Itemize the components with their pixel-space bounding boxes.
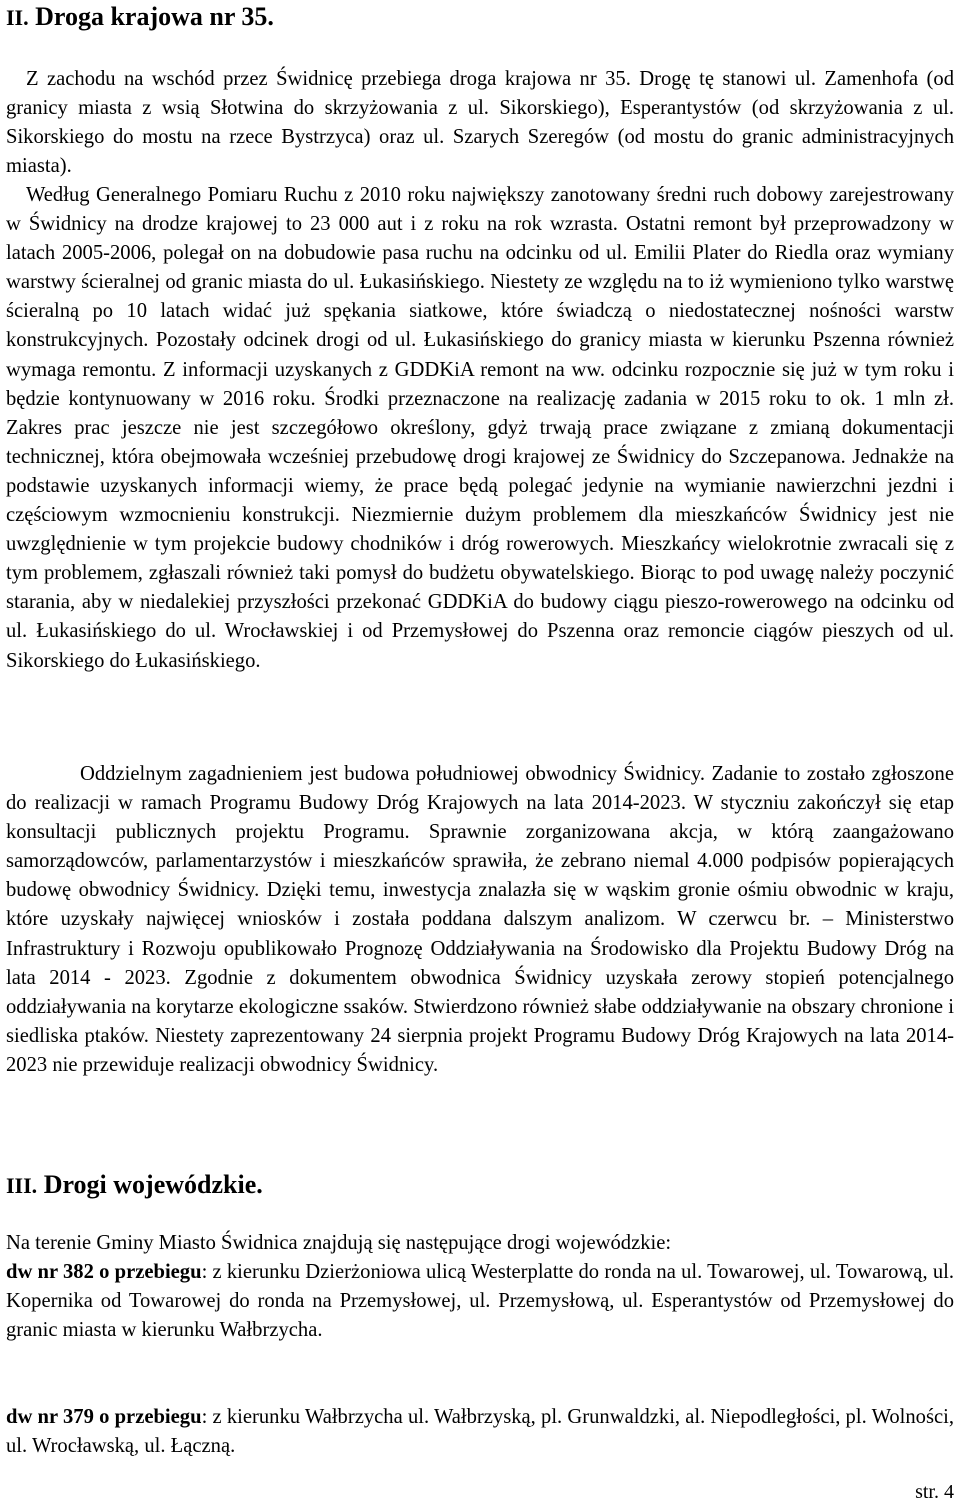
section-2-paragraph-2: Według Generalnego Pomiaru Ruchu z 2010 roku największy zanotowany średni ruch dobowy zarejestrowany w Świdnicy na drodze krajowej to 23 000 aut i z roku na rok wzrasta. Ostatni remont był przeprowadzony w latach 2005-2006, polegał on na dobudowie pasa ruchu na odcinku od ul. Emilii Plater do Riedla oraz wymiany warstwy ścieralnej od granic miasta do ul. Łukasińskiego. Niestety ze względu na to iż wymieniono tylko warstwę ścieralną po 10 latach widać już spękania siatkowe, które świadczą o niedostatecznej nośności warstw konstrukcyjnych. Pozostały odcinek drogi od ul. Łukasińskiego do granicy miasta w kierunku Pszenna również wymaga remontu. Z informacji uzyskanych z GDDKiA remont na ww. odcinku rozpocznie się już w tym roku i będzie kontynuowany w 2016 roku. Środki przeznaczone na realizację zadania w 2015 roku to ok. 1 mln zł. Zakres prac jeszcze nie jest szczegółowo określony, gdyż trwają prace związane z zmianą dokumentacji technicznej, która obejmowała wcześniej przebudowę drogi krajowej ze Świdnicy do Szczepanowa. Jednakże na podstawie uzyskanych informacji wiemy, że prace będą polegać jedynie na wymianie nawierzchni jezdni i częściowym wzmocnieniu konstrukcji. Niezmiernie dużym problemem dla mieszkańców Świdnicy jest nie uwzględnienie w tym projekcie budowy chodników i dróg rowerowych. Mieszkańcy wielokrotnie zwracali się z tym problemem, zgłaszali również taki pomysł do budżetu obywatelskiego. Biorąc to pod uwagę należy poczynić starania, aby w niedalekiej przyszłości przekonać GDDKiA do budowy ciągu pieszo-rowerowego na odcinku od ul. Łukasińskiego do ul. Wrocławskiej i od Przemysłowej do Pszenna oraz remoncie ciągów pieszych od ul. Sikorskiego do Łukasińskiego. [6, 184, 954, 672]
section-3-heading [6, 1170, 263, 1201]
section-2-paragraph-3: Oddzielnym zagadnieniem jest budowa południowej obwodnicy Świdnicy. Zadanie to zostało zgłoszone do realizacji w ramach Programu Budowy Dróg Krajowych na lata 2014-2023. W styczniu zakończył się etap konsultacji publicznych projektu Programu. Sprawnie zorganizowana akcja, w którą zaangażowano samorządowców, parlamentarzystów i mieszkańców sprawiła, że zebrano niemal 4.000 podpisów popierających budowę obwodnicy Świdnicy. Dzięki temu, inwestycja znalazła się w wąskim gronie ośmiu obwodnic w kraju, które uzyskały najwięcej wniosków i została poddana dalszym analizom. W czerwcu br. – Ministerstwo Infrastruktury i Rozwoju opublikowało Prognozę Oddziaływania na Środowisko dla Projektu Budowy Dróg na lata 2014 - 2023. Zgodnie z dokumentem obwodnica Świdnicy uzyskała zerowy stopień potencjalnego oddziaływania na korytarze ekologiczne ssaków. Stwierdzono również słabe oddziaływanie na obszary chronione i siedliska ptaków. Niestety zaprezentowany 24 sierpnia projekt Programu Budowy Dróg Krajowych na lata 2014-2023 nie przewiduje realizacji obwodnicy Świdnicy. [6, 763, 954, 1076]
road-379-text: : z kierunku Wałbrzycha ul. Wałbrzyską, pl. Grunwaldzki, al. Niepodległości, pl. Wolności, ul. Wrocławską, ul. Łączną. [6, 1406, 955, 1458]
page-number: str. 4 [915, 1481, 954, 1503]
section-3-intro: Na terenie Gminy Miasto Świdnica znajdują się następujące drogi wojewódzkie: [6, 1232, 672, 1254]
road-382-paragraph [6, 1258, 954, 1345]
road-379-label: dw nr 379 o przebiegu [6, 1406, 202, 1428]
section-2-number: II. [6, 5, 29, 30]
section-2-title: Droga krajowa nr 35. [35, 2, 274, 31]
road-379-paragraph [6, 1403, 954, 1461]
road-382-text: : z kierunku Dzierżoniowa ulicą Westerplatte do ronda na ul. Towarowej, ul. Towarową, ul. Kopernika od Towarowej do ronda na Przemysłowej, ul. Przemysłową, ul. Esperantystów od Przemysłowej do granic miasta w kierunku Wałbrzycha. [6, 1261, 954, 1342]
road-382-label: dw nr 382 o przebiegu [6, 1261, 202, 1283]
section-2-heading [6, 2, 274, 33]
section-2-paragraph-1: Z zachodu na wschód przez Świdnicę przebiega droga krajowa nr 35. Drogę tę stanowi ul. Zamenhofa (od granicy miasta z wsią Słotwina do skrzyżowania z ul. Sikorskiego), Esperantystów (od skrzyżowania z ul. Sikorskiego do mostu na rzece Bystrzyca) oraz ul. Szarych Szeregów (od mostu do granic administracyjnych miasta). [6, 68, 954, 178]
section-3-number: III. [6, 1173, 38, 1198]
section-3-title: Drogi wojewódzkie. [43, 1170, 263, 1199]
